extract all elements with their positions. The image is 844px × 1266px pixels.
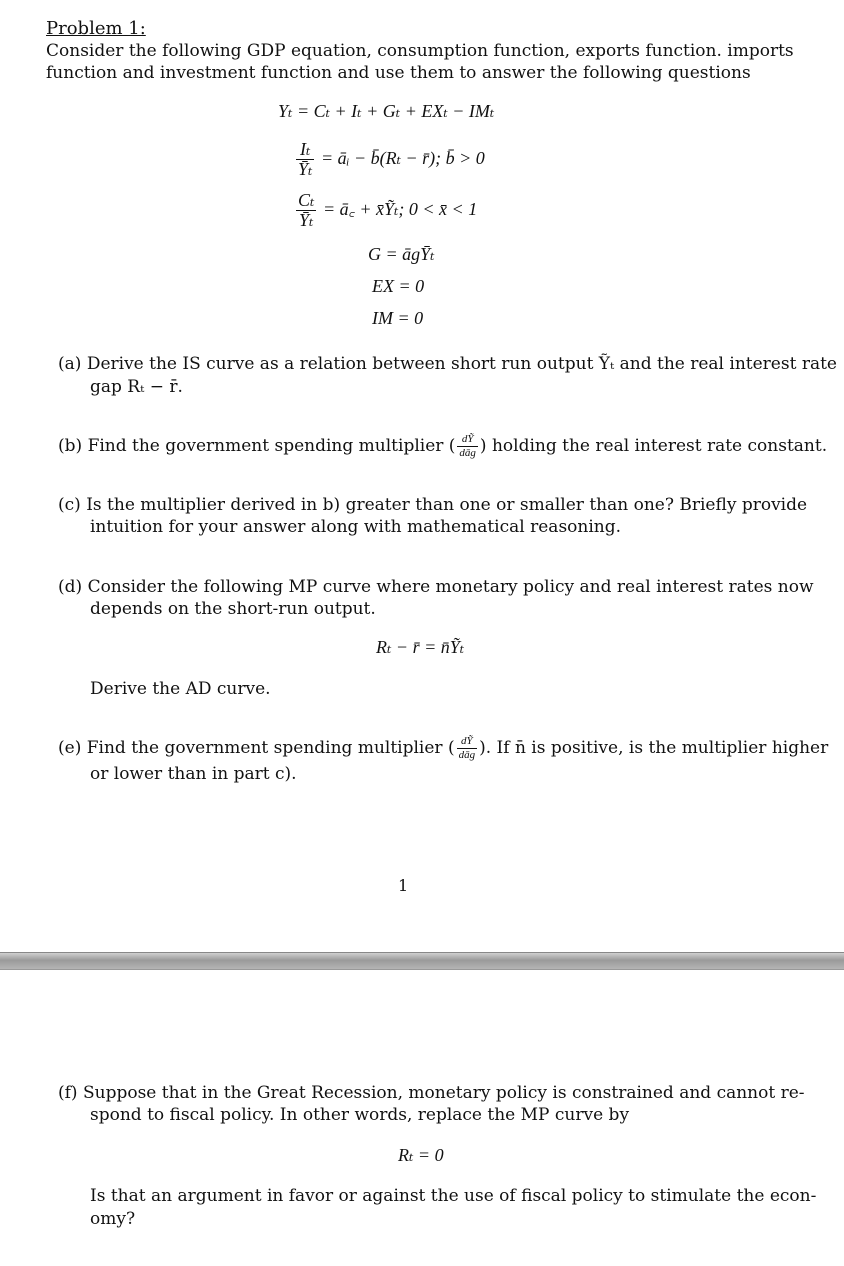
question-b: (b) Find the government spending multiplier ( $\frac{\text{dỸ}}{\text{dāg}}$ ) holding the real interest rate constant. (58, 433, 828, 459)
question-a: (a) Derive the IS curve as a relation between short run output Ỹₜ and the real interest rate (58, 354, 837, 374)
question-c-line-2: intuition for your answer along with mathematical reasoning. (90, 517, 622, 537)
multiplier-fraction-e: $\frac{\text{dỸ}}{\text{dāg}}$ (458, 735, 476, 761)
question-f-line-2: spond to fiscal policy. In other words, replace the MP curve by (90, 1105, 630, 1125)
zero-rate-equation: Rₜ = 0 (398, 1145, 444, 1165)
page-separator (0, 952, 844, 970)
page-number: 1 (398, 876, 409, 895)
question-d: (d) Consider the following MP curve where monetary policy and real interest rates now (58, 577, 814, 597)
gdp-equation: Yₜ = Cₜ + Iₜ + Gₜ + EXₜ − IMₜ (278, 101, 495, 121)
question-f: (f) Suppose that in the Great Recession, monetary policy is constrained and cannot re- (58, 1083, 805, 1103)
question-d-line-2: depends on the short-run output. (90, 599, 376, 619)
exports-equation: EX = 0 (372, 276, 425, 296)
mp-curve-equation: Rₜ − r̄ = n̄Ỹₜ (376, 637, 465, 657)
investment-equation: $\frac{\text{Iₜ}}{\text{Ȳₜ}}$ = āᵢ − b̄(Rₜ − r̄); b̄ > 0 (298, 139, 485, 179)
consumption-ratio: $\frac{\text{Cₜ}}{\text{Ȳₜ}}$ (298, 190, 315, 230)
question-f-line-3: Is that an argument in favor or against the use of fiscal policy to stimulate the econ- (90, 1186, 817, 1206)
question-f-line-4: omy? (90, 1209, 136, 1229)
imports-equation: IM = 0 (372, 308, 424, 328)
question-a-line-2: gap Rₜ − r̄. (90, 377, 183, 397)
investment-ratio: $\frac{\text{Iₜ}}{\text{Ȳₜ}}$ (298, 139, 313, 179)
question-e: (e) Find the government spending multiplier ( $\frac{\text{dỸ}}{\text{dāg}}$ ). If n̄ is positive, is the multiplier higher (58, 735, 829, 761)
multiplier-fraction-b: $\frac{\text{dỸ}}{\text{dāg}}$ (459, 433, 476, 459)
government-equation: G = āgȲₜ (368, 244, 435, 264)
intro-line-2: function and investment function and use them to answer the following questions (46, 63, 751, 83)
consumption-equation: $\frac{\text{Cₜ}}{\text{Ȳₜ}}$ = ā꜀ + x̄Ỹₜ; 0 < x̄ < 1 (298, 190, 478, 230)
question-d-line-3: Derive the AD curve. (90, 679, 271, 699)
intro-line-1: Consider the following GDP equation, consumption function, exports function. imports (46, 41, 794, 61)
question-e-line-2: or lower than in part c). (90, 764, 297, 784)
question-c: (c) Is the multiplier derived in b) greater than one or smaller than one? Briefly provide (58, 495, 808, 515)
problem-title: Problem 1: (46, 18, 146, 39)
page-2 (0, 970, 844, 1266)
